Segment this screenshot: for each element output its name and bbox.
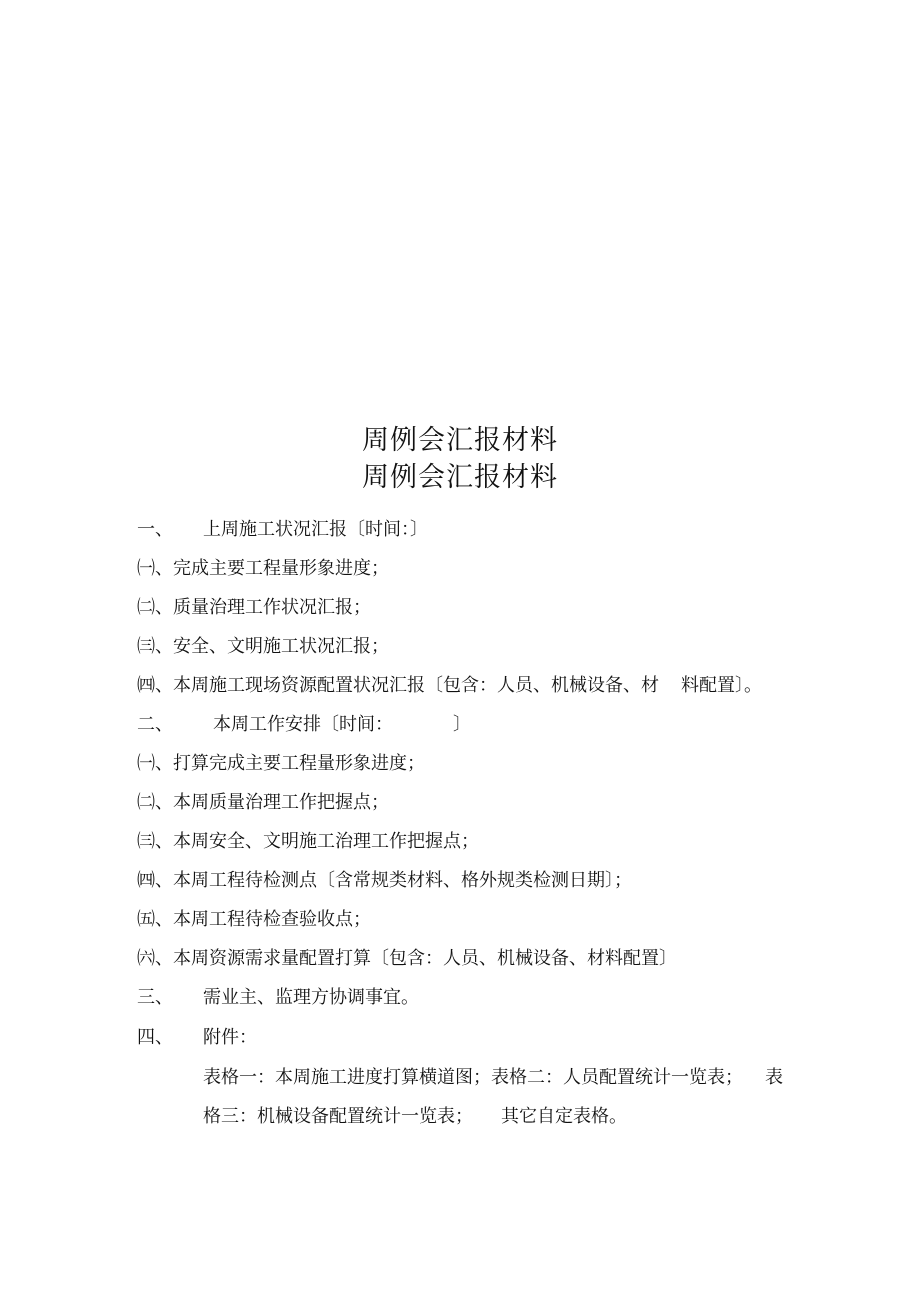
document-title: 周例会汇报材料: [362, 425, 558, 456]
section-2-item-1: ㈠、打算完成主要工程量形象进度；: [137, 753, 425, 774]
attachment-paragraph-line-1: [203, 1066, 783, 1090]
attachment-list-text: 表格一：本周施工进度打算横道图；表格二：人员配置统计一览表；: [203, 1067, 743, 1088]
document-title-repeat: 周例会汇报材料: [362, 462, 558, 493]
attachment-paragraph-line-2: [203, 1105, 627, 1129]
section-3-heading: [137, 986, 419, 1010]
section-2-item-4: ㈣、本周工程待检测点〔含常规类材料、格外规类检测日期〕；: [137, 870, 632, 891]
section-4-title: 附件：: [203, 1027, 257, 1048]
section-4-heading: [137, 1026, 257, 1050]
section-2-item-2: ㈡、本周质量治理工作把握点；: [137, 792, 389, 813]
attachment-list-wrap: 表: [765, 1067, 783, 1088]
section-3-number: 三、: [137, 987, 173, 1008]
section-1-item-4: [137, 674, 762, 698]
section-1-item-1: ㈠、完成主要工程量形象进度；: [137, 558, 389, 579]
section-1-title: 上周施工状况汇报〔时间：〕: [203, 519, 428, 540]
section-1-item-2: ㈡、质量治理工作状况汇报；: [137, 597, 371, 618]
section-1-number: 一、: [137, 519, 173, 540]
section-2-heading: [137, 713, 471, 737]
section-2-item-5: ㈤、本周工程待检查验收点；: [137, 909, 371, 930]
section-3-title: 需业主、监理方协调事宜。: [203, 987, 419, 1008]
section-1-item-3: ㈢、安全、文明施工状况汇报；: [137, 636, 389, 657]
attachment-list-text-3: 其它自定表格。: [501, 1106, 627, 1127]
section-2-number: 二、: [137, 714, 173, 735]
attachment-list-text-2: 格三：机械设备配置统计一览表；: [203, 1106, 473, 1127]
section-1-heading: [137, 518, 428, 542]
section-2-title-close: 〕: [453, 714, 471, 735]
section-1-item-4-text: ㈣、本周施工现场资源配置状况汇报〔包含：人员、机械设备、材: [137, 675, 659, 696]
section-4-number: 四、: [137, 1027, 173, 1048]
section-1-item-4-continued: 料配置〕。: [681, 675, 762, 696]
section-2-title: 本周工作安排〔时间：: [213, 714, 393, 735]
section-2-item-6: ㈥、本周资源需求量配置打算〔包含：人员、机械设备、材料配置〕: [137, 948, 677, 969]
section-2-item-3: ㈢、本周安全、文明施工治理工作把握点；: [137, 831, 479, 852]
